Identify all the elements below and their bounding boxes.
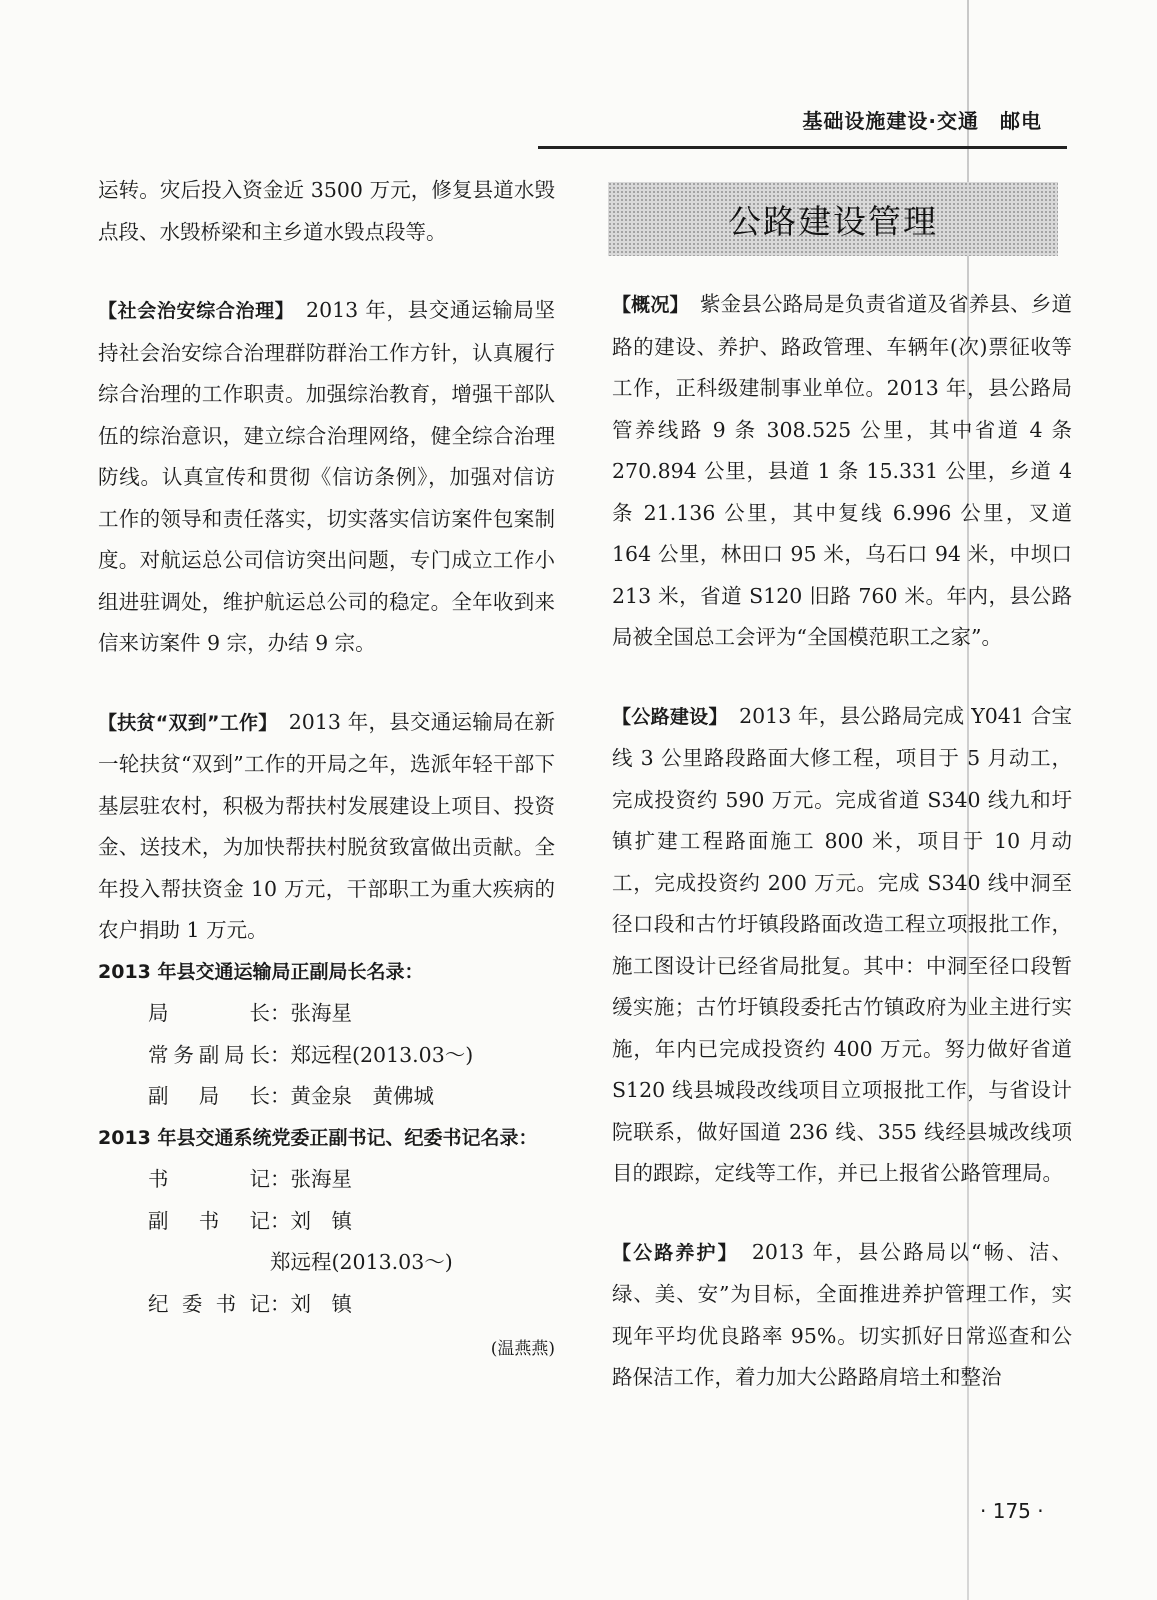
running-header: 基础设施建设·交通 邮电 xyxy=(802,109,1042,133)
roster-row xyxy=(98,993,555,1035)
roster-director xyxy=(98,952,555,1118)
roster-name: ：张海星 xyxy=(270,1167,352,1191)
roster-role: 局长 xyxy=(148,1001,270,1025)
roster-director-heading: 2013 年县交通运输局正副局长名录： xyxy=(98,960,424,983)
maintenance-text: 2013 年，县公路局以“畅、洁、绿、美、安”为目标，全面推进养护管理工作，实现年平均优良路率 95%。切实抓好日常巡查和公路保洁工作，着力加大公路路肩培土和整治 xyxy=(612,1239,1072,1389)
roster-name: ：刘 镇 xyxy=(270,1208,352,1233)
poverty-paragraph xyxy=(98,702,555,952)
overview-text: 紫金县公路局是负责省道及省养县、乡道路的建设、养护、路政管理、车辆年(次)票征收等工作，正科级建制事业单位。2013 年，县公路局管养线路 9 条 308.525 公里，其中省道 4 条 270.894 公里，县道 1 条 15.331 公里，乡道 4 条 21.136 公里，其中复线 6.996 公里，叉道 164 公里，林田口 95 米，乌石口 94 米，中坝口 213 米，省道 S120 旧路 760 米。年内，县公路局被全国总工会评为“全国模范职工之家”。 xyxy=(612,292,1072,649)
construction-text: 2013 年，县公路局完成 Y041 合宝线 3 公里路段路面大修工程，项目于 5 月动工，完成投资约 590 万元。完成省道 S340 线九和圩镇扩建工程路面施工 800 米，项目于 10 月动工，完成投资约 200 万元。完成 S340 线中洞至径口段和古竹圩镇段路面改造工程立项报批工作，施工图设计已经省局批复。其中：中洞至径口段暂缓实施；古竹圩镇段委托古竹镇政府为业主进行实施，年内已完成投资约 400 万元。努力做好省道 S120 线县城段改线项目立项报批工作，与省设计院联系，做好国道 236 线、355 线经县城改线项目的跟踪，定线等工作，并已上报省公路管理局。 xyxy=(612,703,1072,1185)
poverty-lead: 【扶贫“双到”工作】 xyxy=(98,711,269,734)
roster-name: 郑远程(2013.03～) xyxy=(270,1250,453,1274)
roster-role: 书记 xyxy=(148,1167,270,1191)
roster-row xyxy=(98,1242,555,1284)
roster-row xyxy=(98,1035,555,1077)
section-title: 公路建设管理 xyxy=(728,201,938,241)
roster-role: 常务副局长 xyxy=(148,1042,270,1067)
security-text: 2013 年，县交通运输局坚持社会治安综合治理群防群治工作方针，认真履行综合治理的工作职责。加强综治教育，增强干部队伍的综治意识，建立综合治理网络，健全综合治理防线。认真宣传和贯彻《信访条例》，加强对信访工作的领导和责任落实，切实落实信访案件包案制度。对航运总公司信访突出问题，专门成立工作小组进驻调处，维护航运总公司的稳定。全年收到来信来访案件 9 宗，办结 9 宗。 xyxy=(98,298,555,655)
page-number: · 175 · xyxy=(980,1499,1044,1523)
poverty-text: 2013 年，县交通运输局在新一轮扶贫“双到”工作的开局之年，选派年轻干部下基层驻农村，积极为帮扶村发展建设上项目、投资金、送技术，为加快帮扶村脱贫致富做出贡献。全年投入帮扶资金 10 万元，干部职工为重大疾病的农户捐助 1 万元。 xyxy=(98,709,555,942)
roster-role: 纪委书记 xyxy=(148,1291,270,1316)
roster-row xyxy=(98,1201,555,1243)
security-paragraph xyxy=(98,290,555,665)
header-rule xyxy=(538,146,1067,149)
maintenance-paragraph xyxy=(612,1232,1072,1399)
roster-name: ：刘 镇 xyxy=(270,1291,352,1316)
roster-name: ：张海星 xyxy=(270,1001,352,1025)
overview-lead: 【概况】 xyxy=(612,294,680,316)
roster-name: ：黄金泉 黄佛城 xyxy=(270,1084,434,1108)
roster-party xyxy=(98,1118,555,1326)
overview-paragraph xyxy=(612,284,1072,659)
left-column xyxy=(98,170,555,1371)
construction-lead: 【公路建设】 xyxy=(612,705,719,728)
roster-row xyxy=(98,1076,555,1118)
roster-name: ：郑远程(2013.03～) xyxy=(270,1042,474,1067)
maintenance-lead: 【公路养护】 xyxy=(612,1241,730,1264)
author-credit: (温燕燕) xyxy=(490,1339,555,1359)
roster-row xyxy=(98,1284,555,1326)
construction-paragraph xyxy=(612,696,1072,1195)
roster-row xyxy=(98,1159,555,1201)
roster-party-heading: 2013 年县交通系统党委正副书记、纪委书记名录： xyxy=(98,1126,538,1149)
security-lead: 【社会治安综合治理】 xyxy=(98,300,285,322)
right-column xyxy=(612,284,1072,1399)
carryover-paragraph: 运转。灾后投入资金近 3500 万元，修复县道水毁点段、水毁桥梁和主乡道水毁点段等。 xyxy=(98,178,555,244)
roster-role: 副书记 xyxy=(148,1208,270,1233)
section-title-box xyxy=(608,182,1058,256)
roster-role: 副局长 xyxy=(148,1084,270,1108)
